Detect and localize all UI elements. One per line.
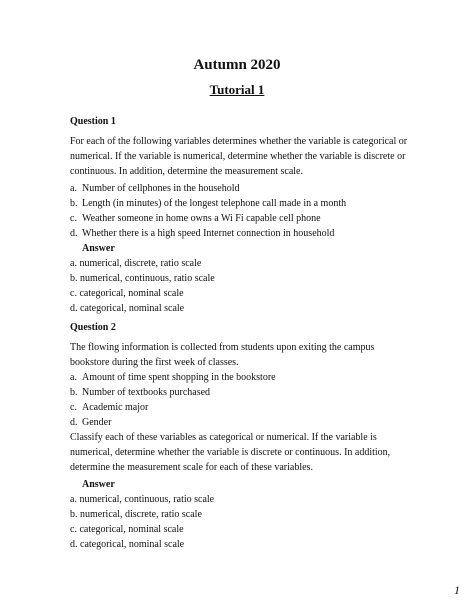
question-2-answer-b: b. numerical, discrete, ratio scale xyxy=(70,509,202,520)
item-text: Amount of time spent shopping in the bookstore xyxy=(82,372,276,383)
question-1-answer-d: d. categorical, nominal scale xyxy=(70,303,185,314)
item-marker: c. xyxy=(70,213,77,224)
question-1-item-b xyxy=(70,196,410,211)
document-subtitle: Tutorial 1 xyxy=(209,82,265,97)
question-2-item-b xyxy=(70,385,410,400)
question-1-answer-c: c. categorical, nominal scale xyxy=(70,288,184,299)
question-2-instruction: Classify each of these variables as categorical or numerical. If the variable is numerical, determine whether the variable is discrete or continuous. In addition, determine the measurement scale for each of these variables. xyxy=(70,432,391,473)
question-2-answer-a: a. numerical, continuous, ratio scale xyxy=(70,494,215,505)
question-2-item-a xyxy=(70,370,410,385)
question-2-prompt: The flowing information is collected from students upon exiting the campus bookstore during the first week of classes. xyxy=(70,342,375,368)
question-1-item-a xyxy=(70,181,410,196)
document-title: Autumn 2020 xyxy=(193,57,281,73)
item-text: Weather someone in home owns a Wi Fi capable cell phone xyxy=(82,213,321,224)
question-1-answer-b: b. numerical, continuous, ratio scale xyxy=(70,273,215,284)
question-2-item-d xyxy=(70,415,410,430)
question-2-answer-d: d. categorical, nominal scale xyxy=(70,539,185,550)
question-2-answer-label: Answer xyxy=(82,479,115,490)
item-text: Academic major xyxy=(82,402,149,413)
item-text: Number of cellphones in the household xyxy=(82,183,240,194)
item-marker: b. xyxy=(70,387,78,398)
question-1-answer-label: Answer xyxy=(82,243,115,254)
question-2-section xyxy=(70,320,410,552)
question-2-heading: Question 2 xyxy=(70,322,116,333)
question-2-item-c xyxy=(70,400,410,415)
question-1-heading: Question 1 xyxy=(70,116,116,127)
item-text: Number of textbooks purchased xyxy=(82,387,211,398)
question-1-prompt: For each of the following variables determines whether the variable is categorical or numerical. If the variable is numerical, determine whether the variable is discrete or continuous. In addition, determine the measurement scale. xyxy=(70,136,408,177)
question-2-answer-c: c. categorical, nominal scale xyxy=(70,524,184,535)
page-number: 1 xyxy=(454,583,460,597)
item-marker: d. xyxy=(70,417,78,428)
item-text: Whether there is a high speed Internet connection in household xyxy=(82,228,335,239)
item-marker: a. xyxy=(70,183,77,194)
question-1-item-c xyxy=(70,211,410,226)
item-marker: d. xyxy=(70,228,78,239)
item-marker: a. xyxy=(70,372,77,383)
question-1-section xyxy=(70,114,410,316)
question-1-item-d xyxy=(70,226,410,241)
item-text: Length (in minutes) of the longest telephone call made in a month xyxy=(82,198,347,209)
question-1-answer-a: a. numerical, discrete, ratio scale xyxy=(70,258,202,269)
item-marker: c. xyxy=(70,402,77,413)
item-marker: b. xyxy=(70,198,78,209)
item-text: Gender xyxy=(82,417,112,428)
